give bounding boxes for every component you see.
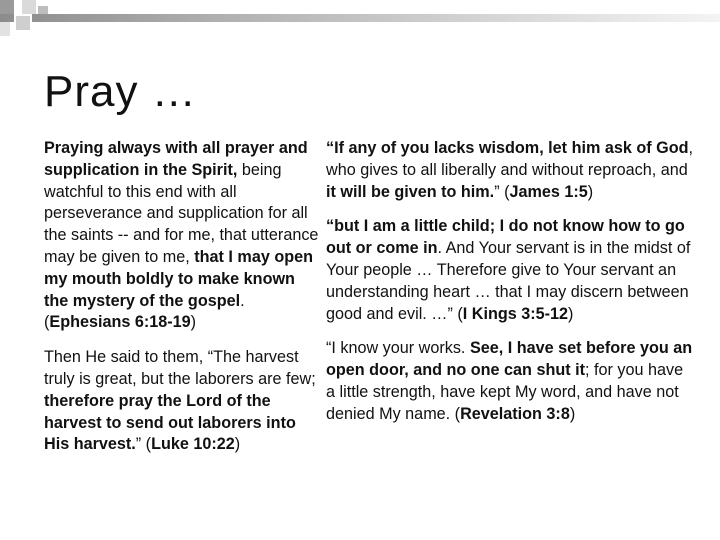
luke-quote bbox=[44, 347, 319, 456]
text-run: I Kings 3:5-12 bbox=[462, 304, 569, 323]
slide-title: Pray … bbox=[44, 67, 197, 116]
kings-quote bbox=[326, 216, 696, 325]
deco-square-mid-inner bbox=[16, 16, 30, 30]
text-run: Luke 10:22 bbox=[151, 435, 235, 454]
text-run: , who gives to all liberally and without reproach, and bbox=[326, 139, 693, 179]
text-run: being watchful to this end with all perseverance and supplication for all the saints -- and for me, that utterance may be given to me, bbox=[44, 160, 319, 266]
deco-square-low bbox=[0, 22, 10, 36]
text-run: ) bbox=[587, 182, 594, 201]
revelation-quote bbox=[326, 338, 696, 425]
header-gradient-bar bbox=[0, 14, 720, 22]
james-quote bbox=[326, 138, 696, 203]
deco-square-right bbox=[38, 6, 48, 14]
header-band bbox=[0, 0, 720, 40]
text-run: Revelation 3:8 bbox=[460, 404, 570, 423]
text-run: Praying always with all prayer and supplication in the Spirit, bbox=[44, 139, 308, 179]
ephesians-quote bbox=[44, 138, 319, 334]
deco-square-top-left bbox=[0, 0, 14, 14]
text-run: ) bbox=[568, 304, 574, 323]
text-run: ” ( bbox=[494, 182, 510, 201]
text-run: James 1:5 bbox=[509, 182, 588, 201]
text-run: See, I have set before you an open door, and no one can shut it bbox=[326, 339, 693, 380]
text-run: it will be given to him. bbox=[326, 182, 495, 201]
text-run: Then He said to them, “The harvest truly is great, but the laborers are few; bbox=[44, 348, 316, 388]
text-run: ) bbox=[190, 313, 197, 332]
deco-square-top-mid bbox=[22, 0, 36, 14]
text-run: Ephesians 6:18-19 bbox=[49, 313, 191, 332]
text-run: “If any of you lacks wisdom, let him ask of God bbox=[326, 139, 689, 157]
text-run: ” ( bbox=[135, 435, 152, 454]
left-column bbox=[44, 138, 319, 456]
text-run: “but I am a little child; I do not know how to go out or come in bbox=[326, 217, 685, 258]
text-run: . ( bbox=[44, 291, 245, 332]
text-run: therefore pray the Lord of the harvest to send out laborers into His harvest. bbox=[44, 391, 296, 454]
text-run: . And Your servant is in the midst of Your people … Therefore give to Your servant an understanding heart … that I may discern between good and evil. …” ( bbox=[326, 239, 691, 323]
text-run: that I may open my mouth boldly to make known the mystery of the gospel bbox=[44, 247, 313, 310]
text-run: ) bbox=[234, 435, 241, 454]
right-column bbox=[326, 138, 696, 426]
text-run: ) bbox=[569, 404, 576, 423]
text-run: ; for you have a little strength, have kept My word, and have not denied My name. ( bbox=[326, 361, 684, 423]
text-run: “I know your works. bbox=[326, 339, 470, 358]
